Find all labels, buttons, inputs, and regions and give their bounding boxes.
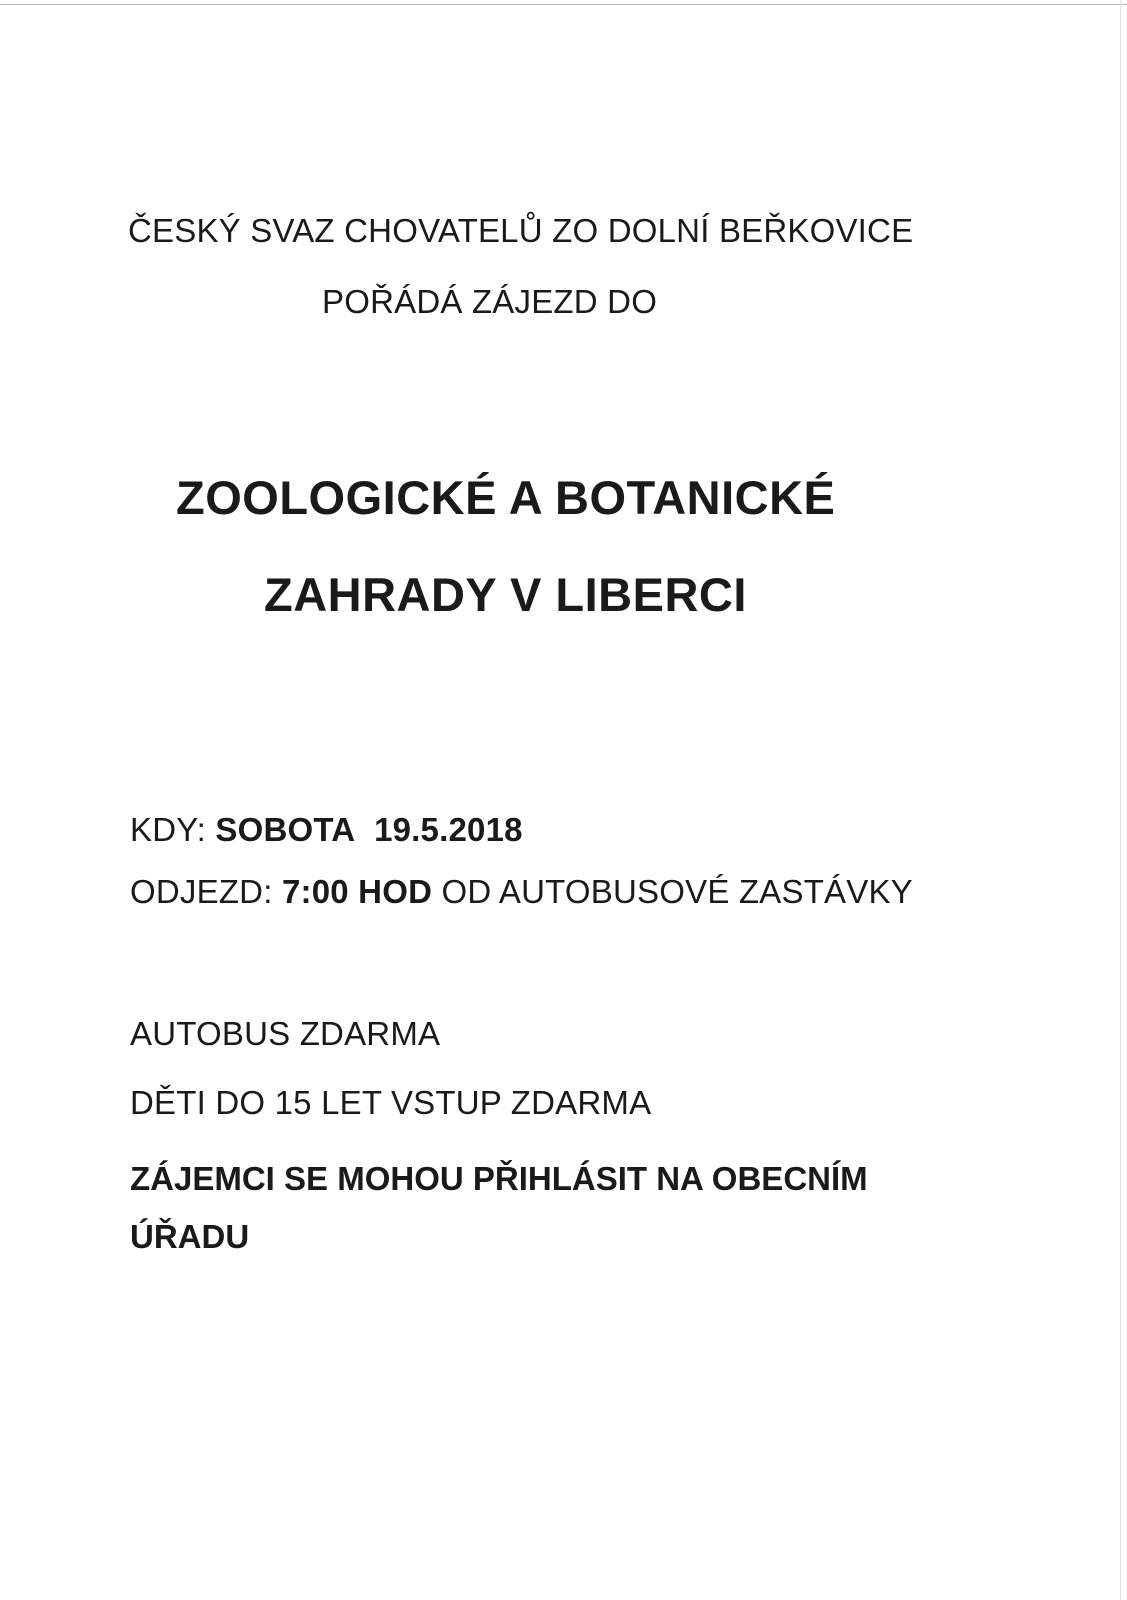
scan-edge-top bbox=[0, 4, 1127, 5]
when-label: KDY: bbox=[130, 811, 207, 848]
title-line-2: ZAHRADY V LIBERCI bbox=[264, 568, 747, 621]
when-line bbox=[130, 811, 523, 849]
children-free-note: DĚTI DO 15 LET VSTUP ZDARMA bbox=[130, 1084, 652, 1121]
when-day: SOBOTA bbox=[215, 811, 356, 848]
departure-time: 7:00 HOD bbox=[281, 873, 433, 910]
bus-free-note: AUTOBUS ZDARMA bbox=[130, 1015, 441, 1052]
title-line-1: ZOOLOGICKÉ A BOTANICKÉ bbox=[176, 471, 836, 524]
departure-line bbox=[130, 873, 913, 911]
departure-place: OD AUTOBUSOVÉ ZASTÁVKY bbox=[441, 873, 913, 910]
signup-note-line-2: ÚŘADU bbox=[130, 1218, 250, 1255]
signup-note-line-1: ZÁJEMCI SE MOHOU PŘIHLÁSIT NA OBECNÍM bbox=[130, 1160, 868, 1197]
organizer-line: ČESKÝ SVAZ CHOVATELŮ ZO DOLNÍ BEŘKOVICE bbox=[128, 212, 914, 249]
departure-label: ODJEZD: bbox=[130, 873, 273, 910]
event-intro-line: POŘÁDÁ ZÁJEZD DO bbox=[322, 283, 658, 320]
scan-edge-right bbox=[1120, 0, 1121, 1600]
when-date: 19.5.2018 bbox=[374, 811, 523, 848]
